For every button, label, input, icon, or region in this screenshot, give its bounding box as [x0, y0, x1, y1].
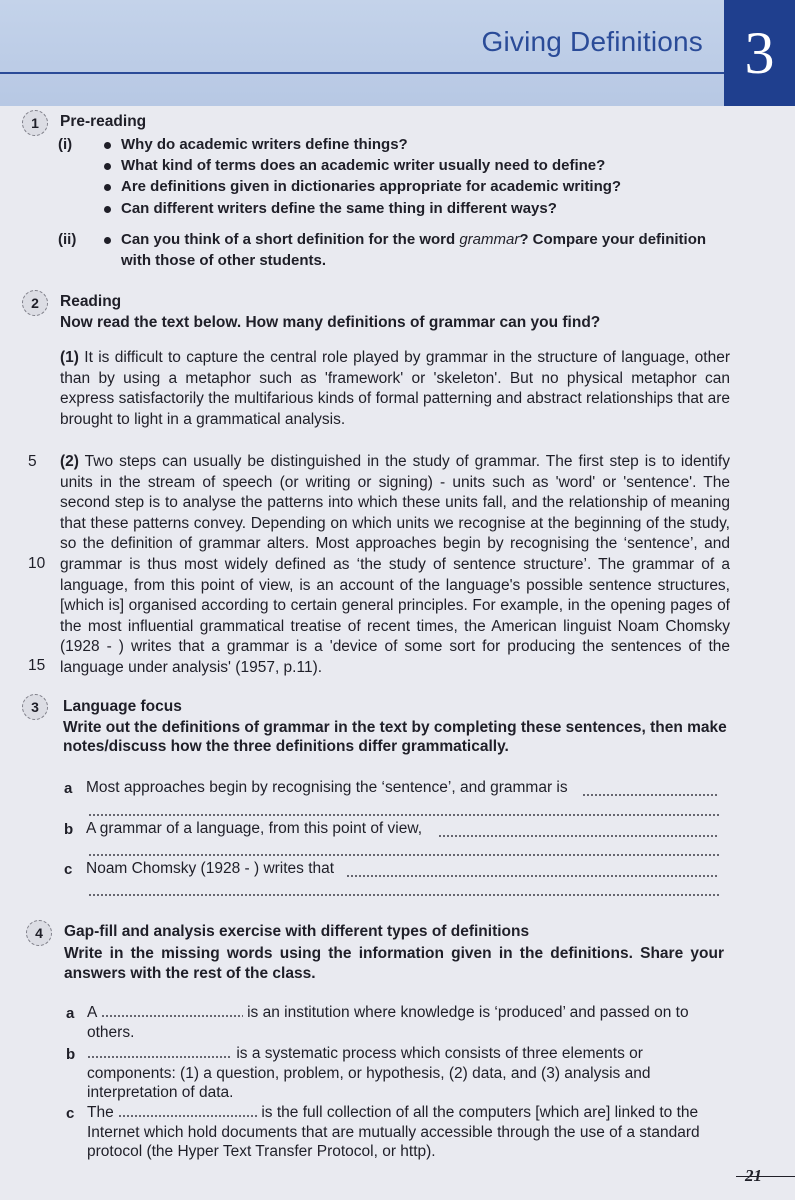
page-body — [0, 106, 795, 1200]
part-ii-label: (ii) — [58, 231, 77, 248]
gap-blank[interactable] — [118, 1115, 257, 1117]
bullet-dot-icon — [104, 184, 111, 191]
section-3-number: 3 — [22, 694, 48, 720]
gap-fill-continuation: Internet which hold documents that are mutually accessible through the use of a standard — [87, 1124, 700, 1141]
paragraph-label: (2) — [60, 453, 79, 470]
page-header — [0, 0, 795, 106]
reading-paragraph-1 — [60, 348, 730, 430]
section-1-title: Pre-reading — [60, 113, 147, 130]
gap-fill-continuation: others. — [87, 1024, 135, 1041]
item-label: c — [66, 1105, 75, 1122]
bullet-continuation: with those of other students. — [121, 252, 326, 269]
gap-fill-continuation: components: (1) a question, problem, or hypothesis, (2) data, and (3) analysis and — [87, 1065, 651, 1082]
bullet-dot-icon — [104, 237, 111, 244]
section-4-title: Gap-fill and analysis exercise with different types of definitions — [64, 923, 530, 940]
gap-fill-continuation: interpretation of data. — [87, 1084, 234, 1101]
chapter-title: Giving Definitions — [481, 26, 703, 57]
answer-blank[interactable] — [346, 875, 719, 877]
gap-blank[interactable] — [87, 1056, 232, 1058]
gap-fill-item-b: is a systematic process which consists of three elements or — [87, 1045, 643, 1063]
part-i-label: (i) — [58, 136, 73, 153]
section-4-number: 4 — [26, 920, 52, 946]
answer-blank[interactable] — [582, 794, 719, 796]
exercise-prompt: Noam Chomsky (1928 - ) writes that — [86, 860, 335, 877]
chapter-number-badge: 3 — [724, 0, 795, 106]
section-2-number: 2 — [22, 290, 48, 316]
section-3-instruction-line-1: Write out the definitions of grammar in the text by completing these sentences, then make — [63, 719, 727, 736]
item-label: a — [66, 1005, 75, 1022]
answer-blank[interactable] — [88, 854, 719, 856]
paragraph-text: It is difficult to capture the central role played by grammar in the structure of language, other than by using a metaphor such as 'framework' or 'skeleton'. But no physical metaphor can express satisfactorily the multifarious kinds of formal patterning and abstract relationships that are brought to light in a grammatical analysis. — [60, 349, 730, 428]
bullet-dot-icon — [104, 206, 111, 213]
line-number: 5 — [28, 453, 37, 470]
item-label: c — [64, 861, 73, 878]
answer-blank[interactable] — [438, 835, 719, 837]
bullet-dot-icon — [104, 142, 111, 149]
gap-fill-item-c: The is the full collection of all the computers [which are] linked to the — [87, 1104, 699, 1121]
section-3-instruction-line-2: notes/discuss how the three definitions differ grammatically. — [63, 738, 509, 755]
section-2-instruction: Now read the text below. How many definitions of grammar can you find? — [60, 314, 601, 331]
bullet-dot-icon — [104, 163, 111, 170]
line-number: 15 — [28, 657, 46, 674]
item-label: b — [64, 821, 74, 838]
answer-blank[interactable] — [88, 894, 719, 896]
bullet-item: Can you think of a short definition for the word grammar? Compare your definition — [104, 231, 706, 248]
line-number: 10 — [28, 555, 46, 572]
gap-fill-item-a: A is an institution where knowledge is ‘produced’ and passed on to — [87, 1004, 689, 1021]
italic-term: grammar — [459, 231, 520, 248]
bullet-item: Can different writers define the same thing in different ways? — [104, 200, 557, 217]
page-number: 21 — [745, 1166, 762, 1185]
section-2-title: Reading — [60, 293, 122, 310]
bullet-item: Why do academic writers define things? — [104, 136, 408, 153]
section-4-instruction: Write in the missing words using the information given in the definitions. Share your answers with the rest of the class. — [64, 945, 724, 982]
gap-fill-continuation: protocol (the Hyper Text Transfer Protocol, or http). — [87, 1143, 436, 1160]
bullet-item: What kind of terms does an academic writer usually need to define? — [104, 157, 605, 174]
reading-paragraph-2 — [60, 452, 730, 679]
section-3-title: Language focus — [63, 698, 182, 715]
gap-blank[interactable] — [101, 1015, 243, 1017]
bullet-item: Are definitions given in dictionaries appropriate for academic writing? — [104, 178, 621, 195]
header-rule — [0, 72, 724, 74]
paragraph-text: Two steps can usually be distinguished in the study of grammar. The first step is to identify units in the stream of speech (or writing or signing) - units such as 'word' or 'sentence'. The second step is to analyse the patterns into which these units fall, and the relationship of meaning that these patterns convey. Depending on which units we recognise at the beginning of the study, so the definition of grammar alters. Most approaches begin by recognising the ‘sentence’, and grammar is thus most widely defined as ‘the study of sentence structure’. The grammar of a language, from this point of view, is an account of the language's possible sentence structures, [which is] organised according to certain general principles. For example, in the opening pages of the most influential grammatical treatise of recent times, the American linguist Noam Chomsky (1928 - ) writes that a grammar is a 'device of some sort for producing the sentences of the language under analysis' (1957, p.11). — [60, 453, 730, 676]
exercise-prompt: A grammar of a language, from this point of view, — [86, 820, 423, 837]
section-1-number: 1 — [22, 110, 48, 136]
item-label: b — [66, 1046, 76, 1063]
exercise-prompt: Most approaches begin by recognising the ‘sentence’, and grammar is — [86, 779, 568, 796]
answer-blank[interactable] — [88, 814, 719, 816]
paragraph-label: (1) — [60, 349, 79, 366]
item-label: a — [64, 780, 73, 797]
